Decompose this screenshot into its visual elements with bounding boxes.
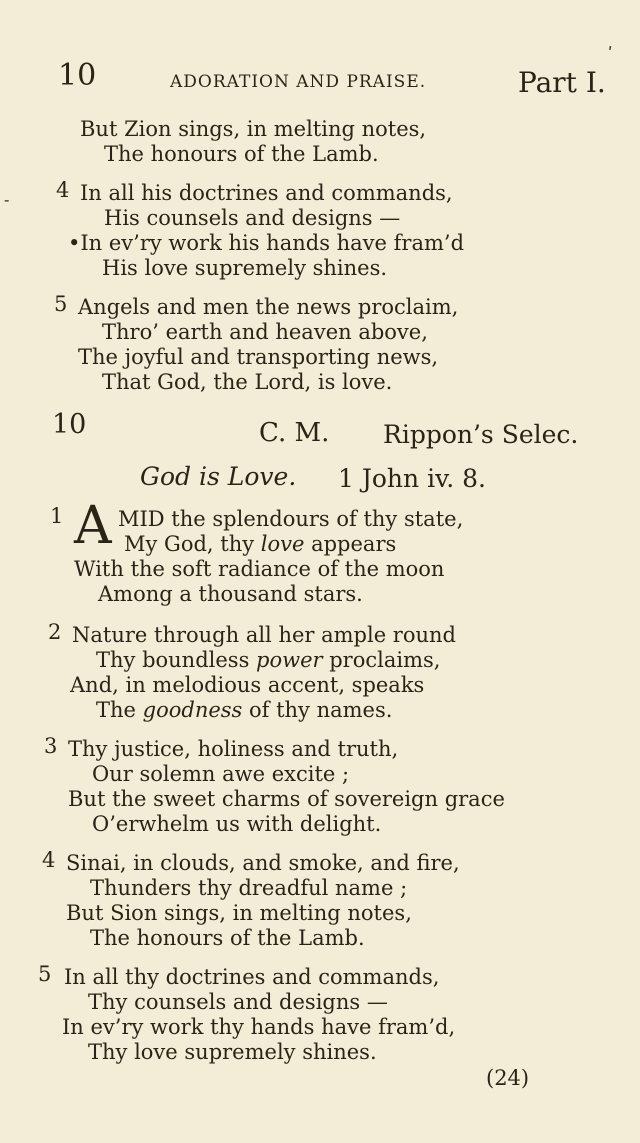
verse-line: That God, the Lord, is love. <box>102 370 393 394</box>
verse-line: His counsels and designs — <box>104 206 401 230</box>
stanza-number: 1 <box>50 504 64 528</box>
prev-line: But Zion sings, in melting notes, <box>80 117 427 141</box>
hymn-scripture: 1 John iv. 8. <box>338 464 486 493</box>
verse-line: But the sweet charms of sovereign grace <box>68 787 505 811</box>
stanza-number: 4 <box>42 848 56 872</box>
verse-line: Thy boundless power proclaims, <box>96 648 441 672</box>
stanza-number: 5 <box>38 962 52 986</box>
page-number: 10 <box>58 58 97 93</box>
verse-line: My God, thy love appears <box>124 532 397 556</box>
margin-mark-icon: ʹ <box>608 44 613 63</box>
stanza-number: 2 <box>48 620 62 644</box>
verse-line: In all his doctrines and commands, <box>80 181 453 205</box>
verse-line: Among a thousand stars. <box>98 582 363 606</box>
verse-line: Sinai, in clouds, and smoke, and fire, <box>66 851 460 875</box>
verse-line: Thy justice, holiness and truth, <box>68 737 399 761</box>
prev-line: The honours of the Lamb. <box>104 142 379 166</box>
hymn-meter: C. M. <box>259 418 330 448</box>
hymn-number: 10 <box>52 409 87 440</box>
verse-line: The honours of the Lamb. <box>90 926 365 950</box>
stanza-number: 4 <box>56 178 70 202</box>
margin-dot-icon: - <box>4 190 10 209</box>
verse-line: Thy counsels and designs — <box>88 990 388 1014</box>
verse-line: O’erwhelm us with delight. <box>92 812 382 836</box>
verse-line: Angels and men the news proclaim, <box>78 295 459 319</box>
verse-line: Thro’ earth and heaven above, <box>102 320 428 344</box>
signature-mark: (24) <box>486 1066 530 1090</box>
verse-line: But Sion sings, in melting notes, <box>66 901 412 925</box>
hymn-source: Rippon’s Selec. <box>383 420 579 449</box>
verse-line: Thy love supremely shines. <box>88 1040 377 1064</box>
verse-line: Nature through all her ample round <box>72 623 456 647</box>
stanza-number: 3 <box>44 734 58 758</box>
verse-line: And, in melodious accent, speaks <box>70 673 425 697</box>
section-title: ADORATION AND PRAISE. <box>170 72 427 92</box>
verse-line: MID the splendours of thy state, <box>118 507 464 531</box>
verse-line: The joyful and transporting news, <box>78 345 439 369</box>
verse-line: With the soft radiance of the moon <box>74 557 445 581</box>
stanza-number: 5 <box>54 292 68 316</box>
drop-capital: A <box>74 496 112 556</box>
verse-line: In ev’ry work thy hands have fram’d, <box>62 1015 456 1039</box>
verse-line: His love supremely shines. <box>102 256 388 280</box>
part-label: Part I. <box>518 66 606 99</box>
verse-line: Our solemn awe excite ; <box>92 762 350 786</box>
verse-line: Thunders thy dreadful name ; <box>90 876 408 900</box>
verse-line: •In ev’ry work his hands have fram’d <box>68 231 465 255</box>
verse-line: The goodness of thy names. <box>96 698 393 722</box>
verse-line: In all thy doctrines and commands, <box>64 965 440 989</box>
hymn-theme: God is Love. <box>140 462 297 491</box>
